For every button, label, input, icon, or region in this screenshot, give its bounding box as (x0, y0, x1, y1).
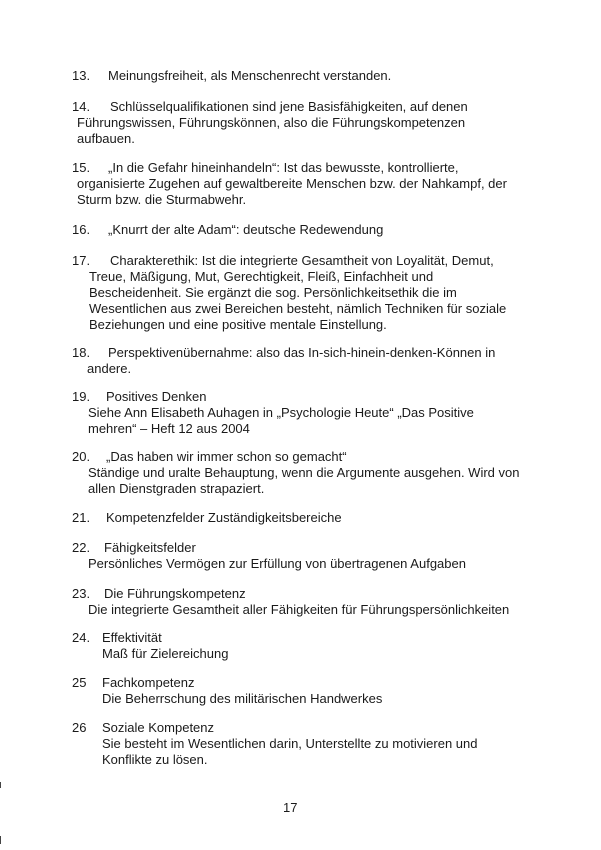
footnote-19 (72, 389, 474, 437)
footnote-text-line: Konflikte zu lösen. (102, 752, 208, 767)
footnote-22 (72, 540, 466, 572)
footnote-number: 26 (72, 720, 87, 735)
footnote-number: 24. (72, 630, 91, 645)
footnote-number: 25 (72, 675, 87, 690)
footnote-text-line: Die integrierte Gesamtheit aller Fähigkeiten für Führungspersönlichkeiten (88, 602, 510, 617)
scan-edge-mark (0, 782, 1, 788)
footnote-text-line: Sie besteht im Wesentlichen darin, Unterstellte zu motivieren und (102, 736, 478, 751)
footnote-24 (72, 630, 228, 662)
footnote-number: 13. (72, 68, 91, 83)
footnote-20 (72, 449, 519, 497)
scan-edge-mark (0, 836, 1, 844)
footnote-13 (72, 68, 391, 84)
footnote-21 (72, 510, 342, 526)
footnote-text-line: Die Führungskompetenz (104, 586, 246, 601)
footnote-14 (72, 99, 468, 147)
footnote-number: 18. (72, 345, 91, 360)
footnote-16 (72, 222, 383, 238)
footnote-text-line: Schlüsselqualifikationen sind jene Basisfähigkeiten, auf denen (110, 99, 468, 114)
page-number: 17 (283, 800, 298, 815)
footnote-number: 14. (72, 99, 91, 114)
footnote-text-line: Ständige und uralte Behauptung, wenn die Argumente ausgehen. Wird von (88, 465, 520, 480)
footnote-number: 17. (72, 253, 91, 268)
footnote-text-line: Beziehungen und eine positive mentale Einstellung. (89, 317, 387, 332)
footnote-18 (72, 345, 495, 377)
footnote-23 (72, 586, 509, 618)
footnote-text-line: Soziale Kompetenz (102, 720, 215, 735)
footnote-number: 21. (72, 510, 91, 525)
footnote-text-line: Effektivität (102, 630, 162, 645)
footnote-text-line: Maß für Zielereichung (102, 646, 229, 661)
footnote-text-line: organisierte Zugehen auf gewaltbereite Menschen bzw. der Nahkampf, der (77, 176, 507, 191)
footnote-text-line: Führungswissen, Führungskönnen, also die Führungskompetenzen (77, 115, 466, 130)
footnote-text-line: Die Beherrschung des militärischen Handwerkes (102, 691, 383, 706)
footnote-17 (72, 253, 506, 333)
footnote-text-line: „In die Gefahr hineinhandeln“: Ist das bewusste, kontrollierte, (108, 160, 459, 175)
footnote-text-line: Wesentlichen aus zwei Bereichen besteht, nämlich Techniken für soziale (89, 301, 507, 316)
footnote-text-line: Fähigkeitsfelder (104, 540, 196, 555)
footnote-text-line: Bescheidenheit. Sie ergänzt die sog. Persönlichkeitsethik die im (89, 285, 457, 300)
footnote-text-line: Meinungsfreiheit, als Menschenrecht verstanden. (108, 68, 392, 83)
footnote-text-line: Persönliches Vermögen zur Erfüllung von übertragenen Aufgaben (88, 556, 466, 571)
footnote-text-line: Charakterethik: Ist die integrierte Gesamtheit von Loyalität, Demut, (110, 253, 494, 268)
footnote-text-line: Fachkompetenz (102, 675, 195, 690)
footnote-number: 23. (72, 586, 91, 601)
footnote-text-line: allen Dienstgraden strapaziert. (88, 481, 265, 496)
footnote-number: 22. (72, 540, 91, 555)
footnote-number: 20. (72, 449, 91, 464)
footnote-text-line: Sturm bzw. die Sturmabwehr. (77, 192, 247, 207)
footnote-text-line: Positives Denken (106, 389, 207, 404)
footnote-number: 19. (72, 389, 91, 404)
footnote-text-line: aufbauen. (77, 131, 135, 146)
footnote-text-line: mehren“ – Heft 12 aus 2004 (88, 421, 250, 436)
footnote-text-line: „Knurrt der alte Adam“: deutsche Redewendung (108, 222, 384, 237)
footnote-text-line: Siehe Ann Elisabeth Auhagen in „Psychologie Heute“ „Das Positive (88, 405, 474, 420)
footnote-15 (72, 160, 507, 208)
footnote-text-line: Kompetenzfelder Zuständigkeitsbereiche (106, 510, 342, 525)
footnote-text-line: Perspektivenübernahme: also das In-sich-hinein-denken-Können in (108, 345, 496, 360)
footnote-text-line: andere. (87, 361, 132, 376)
footnote-25 (72, 675, 382, 707)
footnote-26 (72, 720, 478, 768)
footnote-text-line: „Das haben wir immer schon so gemacht“ (106, 449, 347, 464)
footnote-number: 16. (72, 222, 91, 237)
footnote-number: 15. (72, 160, 91, 175)
footnote-text-line: Treue, Mäßigung, Mut, Gerechtigkeit, Fleiß, Einfachheit und (89, 269, 434, 284)
